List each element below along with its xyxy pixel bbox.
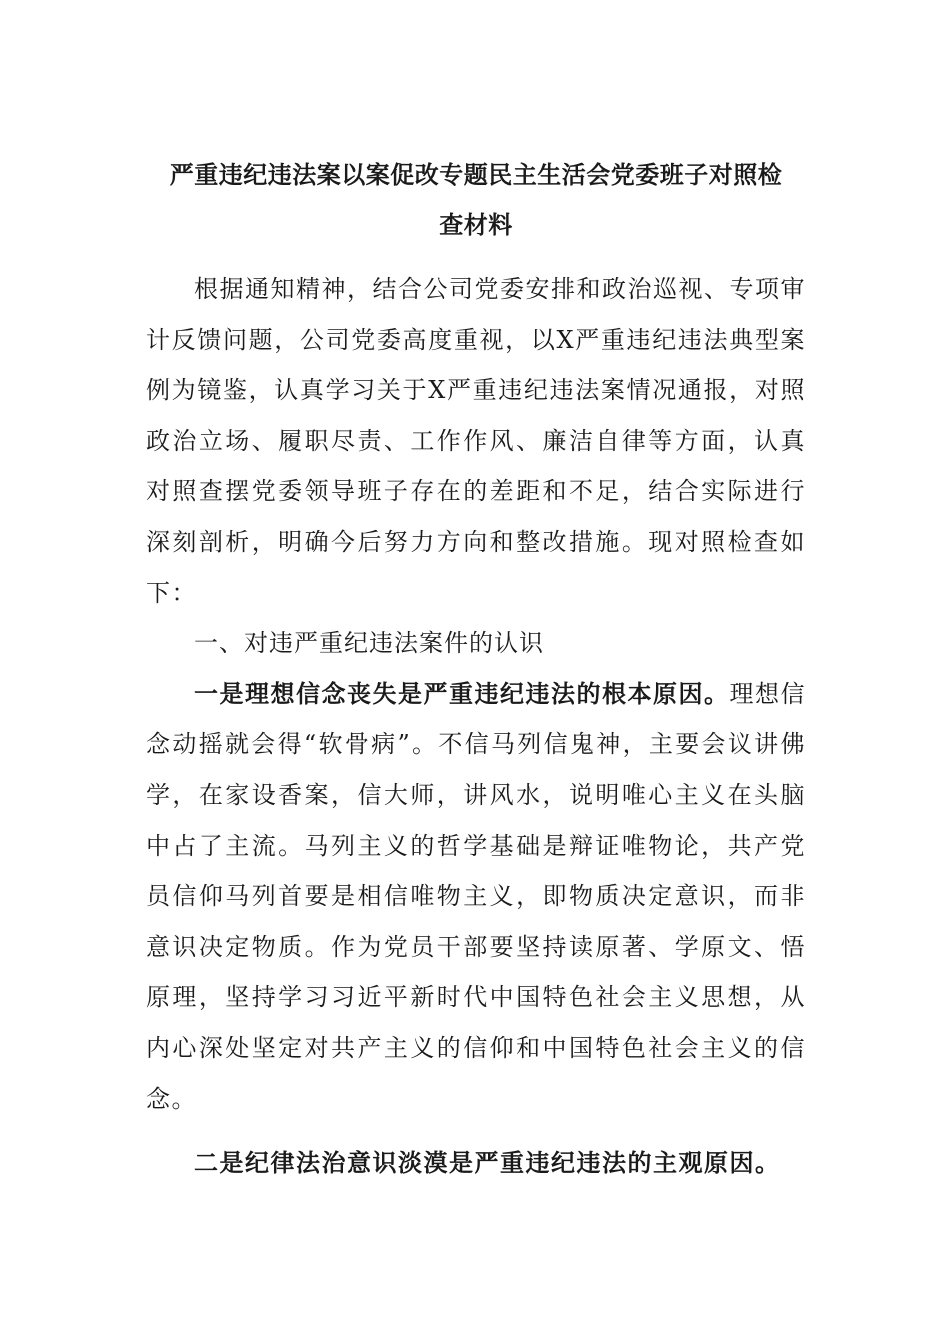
document-body — [146, 150, 806, 1189]
title-line-2: 查材料 — [439, 211, 513, 239]
point-1-body: 理想信念动摇就会得“软骨病”。不信马列信鬼神，主要会议讲佛学，在家设香案，信大师，讲风水，说明唯心主义在头脑中占了主流。马列主义的哲学基础是辩证唯物论，共产党员信仰马列首要是相信唯物主义，即物质决定意识，而非意识决定物质。作为党员干部要坚持读原著、学原文、悟原理，坚持学习习近平新时代中国特色社会主义思想，从内心深处坚定对共产主义的信仰和中国特色社会主义的信念。 — [146, 679, 806, 1113]
point-1-paragraph — [146, 669, 806, 1124]
document-title — [146, 150, 806, 250]
intro-paragraph: 根据通知精神，结合公司党委安排和政治巡视、专项审计反馈问题，公司党委高度重视，以X严重违纪违法典型案例为镜鉴，认真学习关于X严重违纪违法案情况通报，对照政治立场、履职尽责、工作作风、廉洁自律等方面，认真对照查摆党委领导班子存在的差距和不足，结合实际进行深刻剖析，明确今后努力方向和整改措施。现对照检查如下： — [146, 275, 806, 607]
point-1-lead: 一是理想信念丧失是严重违纪违法的根本原因。 — [194, 679, 730, 708]
point-2-paragraph — [146, 1138, 806, 1189]
paragraph-gap — [146, 1124, 806, 1138]
title-line-1: 严重违纪违法案以案促改专题民主生活会党委班子对照检 — [169, 161, 783, 189]
point-2-lead: 二是纪律法治意识淡漠是严重违纪违法的主观原因。 — [194, 1149, 781, 1178]
section-heading-1: 一、对违严重纪违法案件的认识 — [194, 629, 544, 658]
